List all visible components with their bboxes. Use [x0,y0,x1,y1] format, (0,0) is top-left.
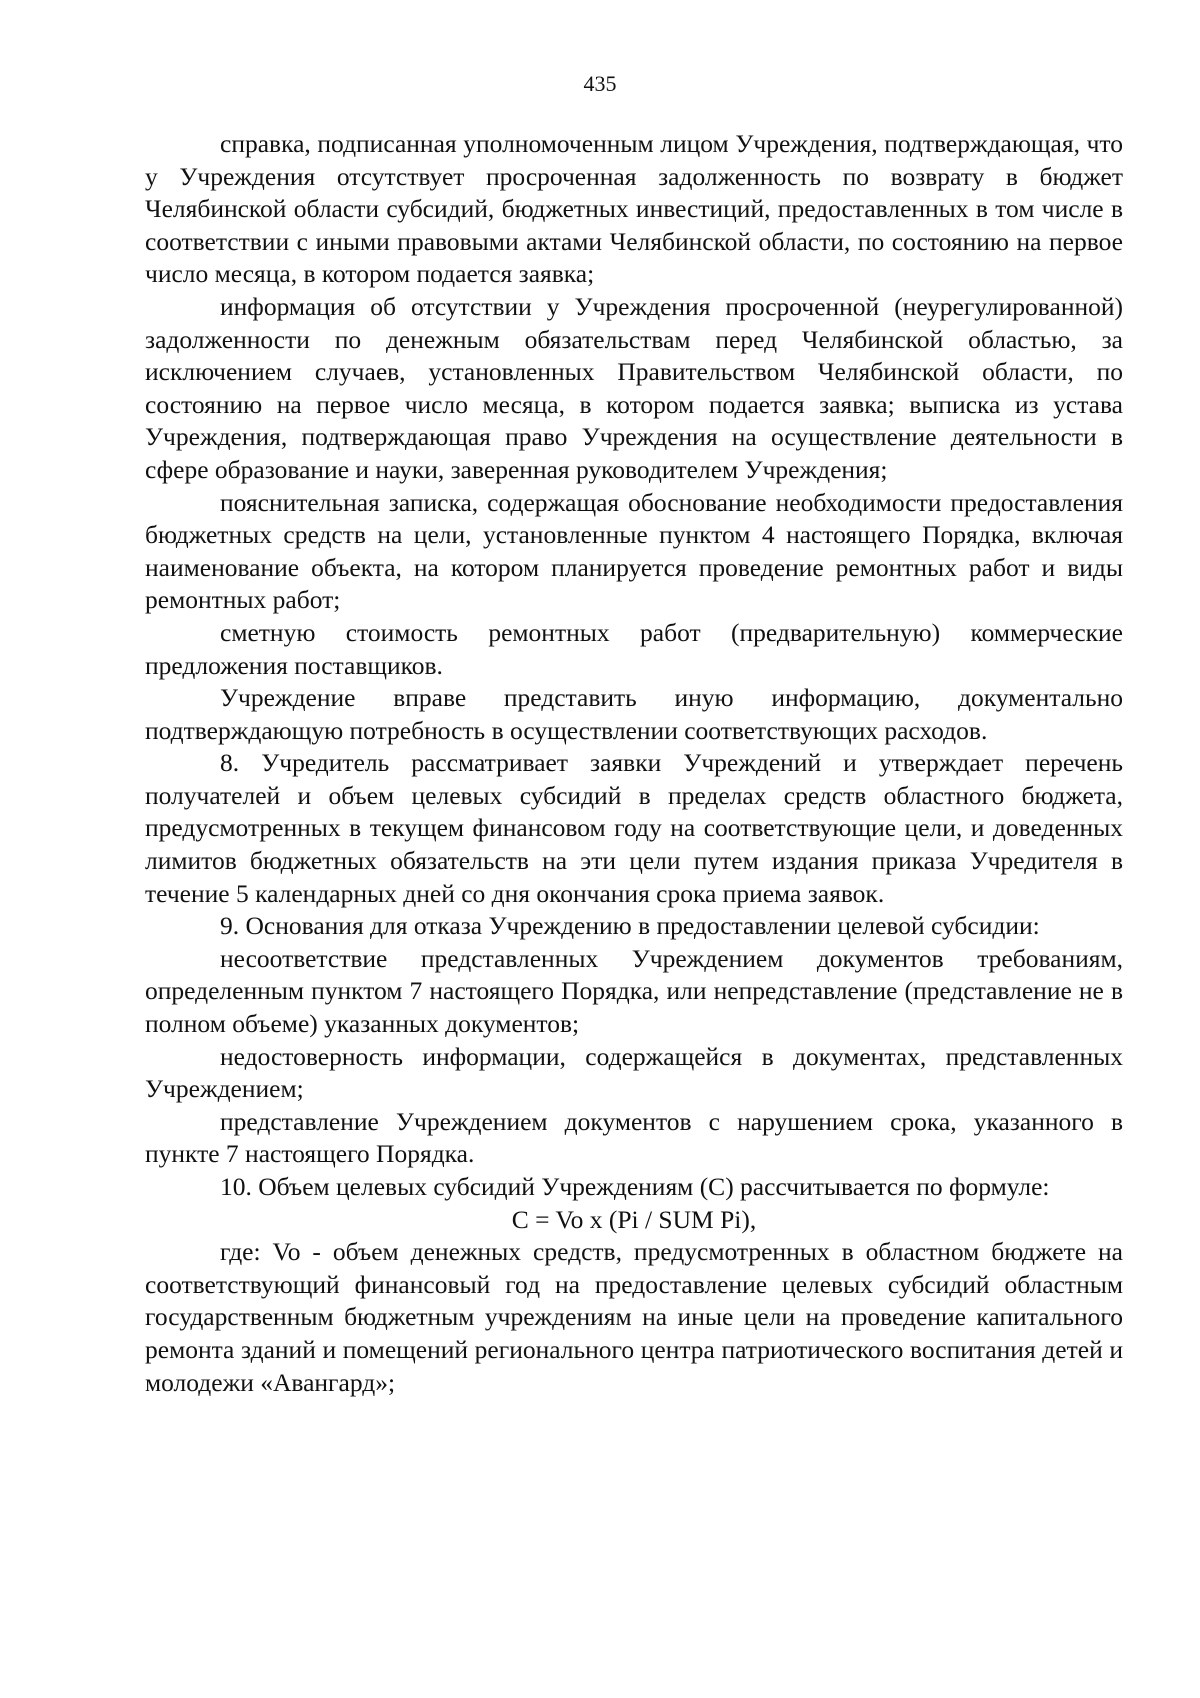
subsidy-formula: C = Vo x (Pi / SUM Pi), [511,1204,757,1234]
paragraph-unreliability: недостоверность информации, содержащейся в документах, представленных Учреждением; [145,1041,1123,1104]
paragraph-nonconformity: несоответствие представленных Учреждением документов требованиям, определенным пунктом 7 настоящего Порядка, или непредставление (представление не в полном объеме) указанных документов; [145,943,1123,1039]
paragraph-item-8: 8. Учредитель рассматривает заявки Учреждений и утверждает перечень получателей и объем целевых субсидий в пределах средств областного бюджета, предусмотренных в текущем финансовом году на соответствующие цели, и доведенных лимитов бюджетных обязательств на эти цели путем издания приказа Учредителя в течение 5 календарных дней со дня окончания срока приема заявок. [145,748,1123,908]
paragraph-deadline-violation: представление Учреждением документов с нарушением срока, указанного в пункте 7 настоящего Порядка. [145,1106,1123,1169]
paragraph-formula-definition: где: Vo - объем денежных средств, предусмотренных в областном бюджете на соответствующий финансовый год на предоставление целевых субсидий областным государственным бюджетным учреждениям на иные цели на проведение капитального ремонта зданий и помещений регионального центра патриотического воспитания детей и молодежи «Авангард»; [145,1237,1123,1397]
page-number: 435 [583,71,617,96]
paragraph-item-10: 10. Объем целевых субсидий Учреждениям (C) рассчитывается по формуле: [220,1172,1050,1201]
paragraph-explanatory-note: пояснительная записка, содержащая обоснование необходимости предоставления бюджетных средств на цели, установленные пунктом 4 настоящего Порядка, включая наименование объекта, на котором планируется проведение ремонтных работ и виды ремонтных работ; [145,487,1123,615]
paragraph-certificate: справка, подписанная уполномоченным лицом Учреждения, подтверждающая, что у Учреждения отсутствует просроченная задолженность по возврату в бюджет Челябинской области субсидий, бюджетных инвестиций, предоставленных в том числе в соответствии с иными правовыми актами Челябинской области, по состоянию на первое число месяца, в котором подается заявка; [145,129,1123,289]
paragraph-other-info: Учреждение вправе представить иную информацию, документально подтверждающую потребность в осуществлении соответствующих расходов. [145,683,1123,745]
paragraph-debt-info: информация об отсутствии у Учреждения просроченной (неурегулированной) задолженности по денежным обязательствам перед Челябинской областью, за исключением случаев, установленных Правительством Челябинской области, по состоянию на первое число месяца, в котором подается заявка; выписка из устава Учреждения, подтверждающая право Учреждения на осуществление деятельности в сфере образование и науки, заверенная руководителем Учреждения; [145,291,1123,484]
document-body [145,128,1123,1399]
paragraph-estimate: сметную стоимость ремонтных работ (предварительную) коммерческие предложения поставщиков. [145,617,1123,680]
paragraph-item-9: 9. Основания для отказа Учреждению в предоставлении целевой субсидии: [220,911,1040,941]
